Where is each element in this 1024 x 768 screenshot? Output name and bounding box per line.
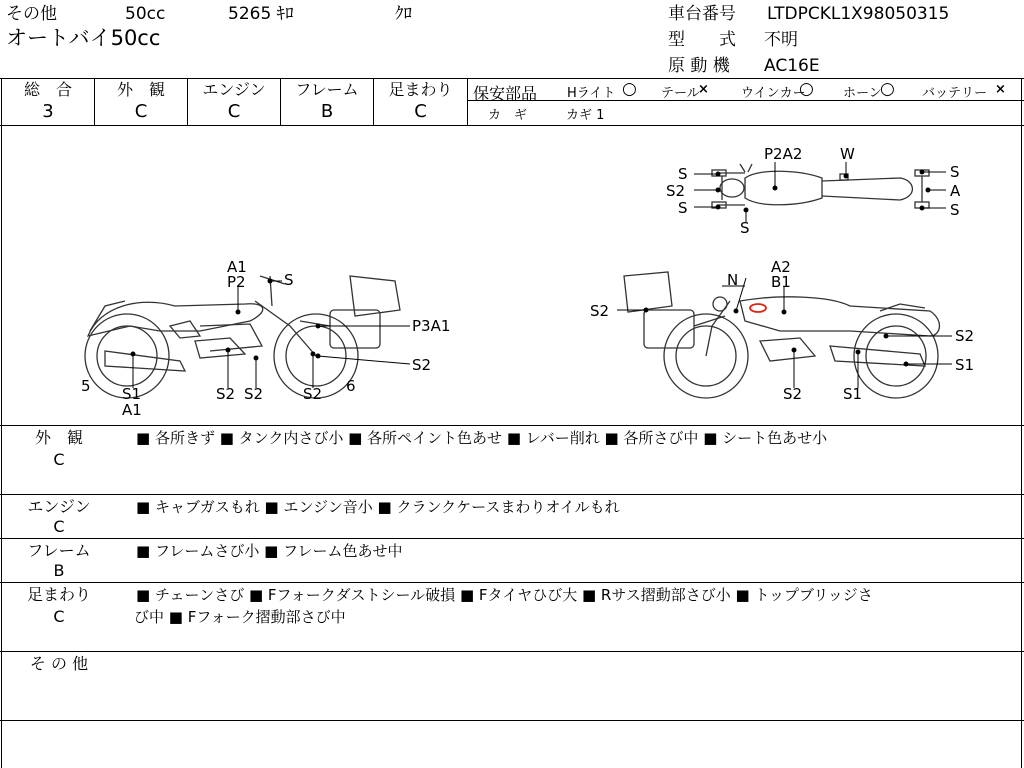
- section-rule: [0, 720, 1024, 721]
- engine-section-grade: C: [53, 517, 65, 536]
- left-label: S2: [244, 385, 264, 403]
- left-label: P2: [227, 273, 246, 291]
- left-label: S2: [303, 385, 323, 403]
- other-section-label: そ の 他: [29, 654, 89, 673]
- top-view-bike: [712, 164, 929, 208]
- top-label: A: [950, 182, 961, 200]
- key-value: カギ 1: [566, 108, 605, 123]
- right-label: S1: [843, 385, 863, 403]
- frame-section-label: フレーム: [27, 541, 91, 560]
- top-label: S: [950, 201, 960, 219]
- frame-grade: B: [320, 101, 334, 122]
- left-label: S2: [412, 356, 432, 374]
- engine-section-label: エンジン: [27, 497, 91, 516]
- tail-label: テール: [661, 86, 700, 101]
- headlight-label: Hライト: [567, 86, 616, 101]
- left-label: 6: [346, 377, 356, 395]
- winker-mark: ○: [799, 79, 814, 99]
- headlight-mark: ○: [622, 79, 637, 99]
- left-label: P3A1: [412, 317, 451, 335]
- right-label: S2: [955, 327, 975, 345]
- suspension-section-label: 足まわり: [26, 585, 91, 604]
- engine-model-value: AC16E: [764, 56, 820, 76]
- grade-divider: [467, 78, 468, 125]
- exterior-label: 外 観: [116, 80, 165, 99]
- right-label: S2: [783, 385, 803, 403]
- suspension-grade: C: [414, 101, 427, 122]
- battery-mark: ×: [995, 82, 1006, 97]
- winker-label: ウインカー: [741, 86, 806, 101]
- section-rule: [0, 651, 1024, 652]
- left-label: A1: [227, 258, 247, 276]
- right-label: N: [727, 271, 739, 289]
- left-label: S1: [122, 385, 142, 403]
- tail-mark: ×: [698, 82, 709, 97]
- overall-grade: 3: [42, 101, 54, 122]
- suspension-section-text-cont: び中 ■ Fフォーク摺動部さび中: [134, 608, 346, 626]
- top-label: P2A2: [764, 145, 803, 163]
- frame-section-text: ■ フレームさび小 ■ フレーム色あせ中: [136, 542, 403, 560]
- right-label: S2: [590, 302, 610, 320]
- left-label: S2: [216, 385, 236, 403]
- battery-label: バッテリー: [922, 86, 988, 101]
- top-label: S: [950, 163, 960, 181]
- grade-top-rule: [0, 78, 1024, 79]
- horn-label: ホーン: [843, 86, 882, 101]
- exterior-section-grade: C: [53, 450, 65, 469]
- damage-marker-red: [750, 304, 766, 312]
- section-rule: [0, 425, 1024, 426]
- left-label: 5: [81, 377, 91, 395]
- suspension-label: 足まわり: [388, 80, 453, 99]
- right-label: B1: [771, 273, 791, 291]
- engine-section-text: ■ キャブガスもれ ■ エンジン音小 ■ クランクケースまわりオイルもれ: [136, 498, 620, 516]
- section-rule: [0, 538, 1024, 539]
- type-label: 型 式: [668, 30, 736, 50]
- exterior-section-text: ■ 各所きず ■ タンク内さび小 ■ 各所ペイント色あせ ■ レバー削れ ■ 各所さび中 ■ シート色あせ小: [136, 429, 828, 447]
- engine-label: エンジン: [202, 80, 266, 99]
- left-label: A1: [122, 401, 142, 419]
- section-rule: [0, 494, 1024, 495]
- mileage-value: 5265 ｷﾛ: [228, 4, 294, 24]
- frame-label: フレーム: [295, 80, 359, 99]
- suspension-section-grade: C: [53, 607, 65, 626]
- engine-model-label: 原 動 機: [668, 56, 730, 76]
- top-label: W: [840, 145, 855, 163]
- section-rule: [0, 582, 1024, 583]
- top-label: S: [740, 219, 750, 237]
- exterior-section-label: 外 観: [34, 428, 83, 447]
- key-label: カ ギ: [488, 108, 528, 123]
- horn-mark: ○: [880, 79, 895, 99]
- model-title: オートバイ50cc: [6, 26, 161, 50]
- engine-grade: C: [227, 101, 241, 122]
- category-label: その他: [6, 4, 57, 24]
- damage-diagram: [0, 126, 1024, 426]
- suspension-section-text: ■ チェーンさび ■ Fフォークダストシール破損 ■ Fタイヤひび大 ■ Rサス摺動部さび小 ■ トップブリッジさ: [136, 586, 873, 604]
- right-label: S1: [955, 356, 975, 374]
- overall-label: 総 合: [23, 80, 72, 99]
- type-value: 不明: [764, 30, 798, 50]
- left-label: S: [284, 271, 294, 289]
- displacement-value: 50cc: [125, 4, 166, 24]
- top-label: S: [678, 199, 688, 217]
- chassis-value: LTDPCKL1X98050315: [767, 4, 950, 24]
- exterior-grade: C: [134, 101, 148, 122]
- right-label: A2: [771, 258, 791, 276]
- color-value: ｸﾛ: [395, 4, 412, 24]
- diagram-labels: [81, 145, 974, 419]
- top-label: S2: [666, 182, 686, 200]
- chassis-label: 車台番号: [668, 4, 736, 24]
- safety-label: 保安部品: [473, 84, 538, 103]
- top-label: S: [678, 165, 688, 183]
- frame-section-grade: B: [53, 561, 65, 580]
